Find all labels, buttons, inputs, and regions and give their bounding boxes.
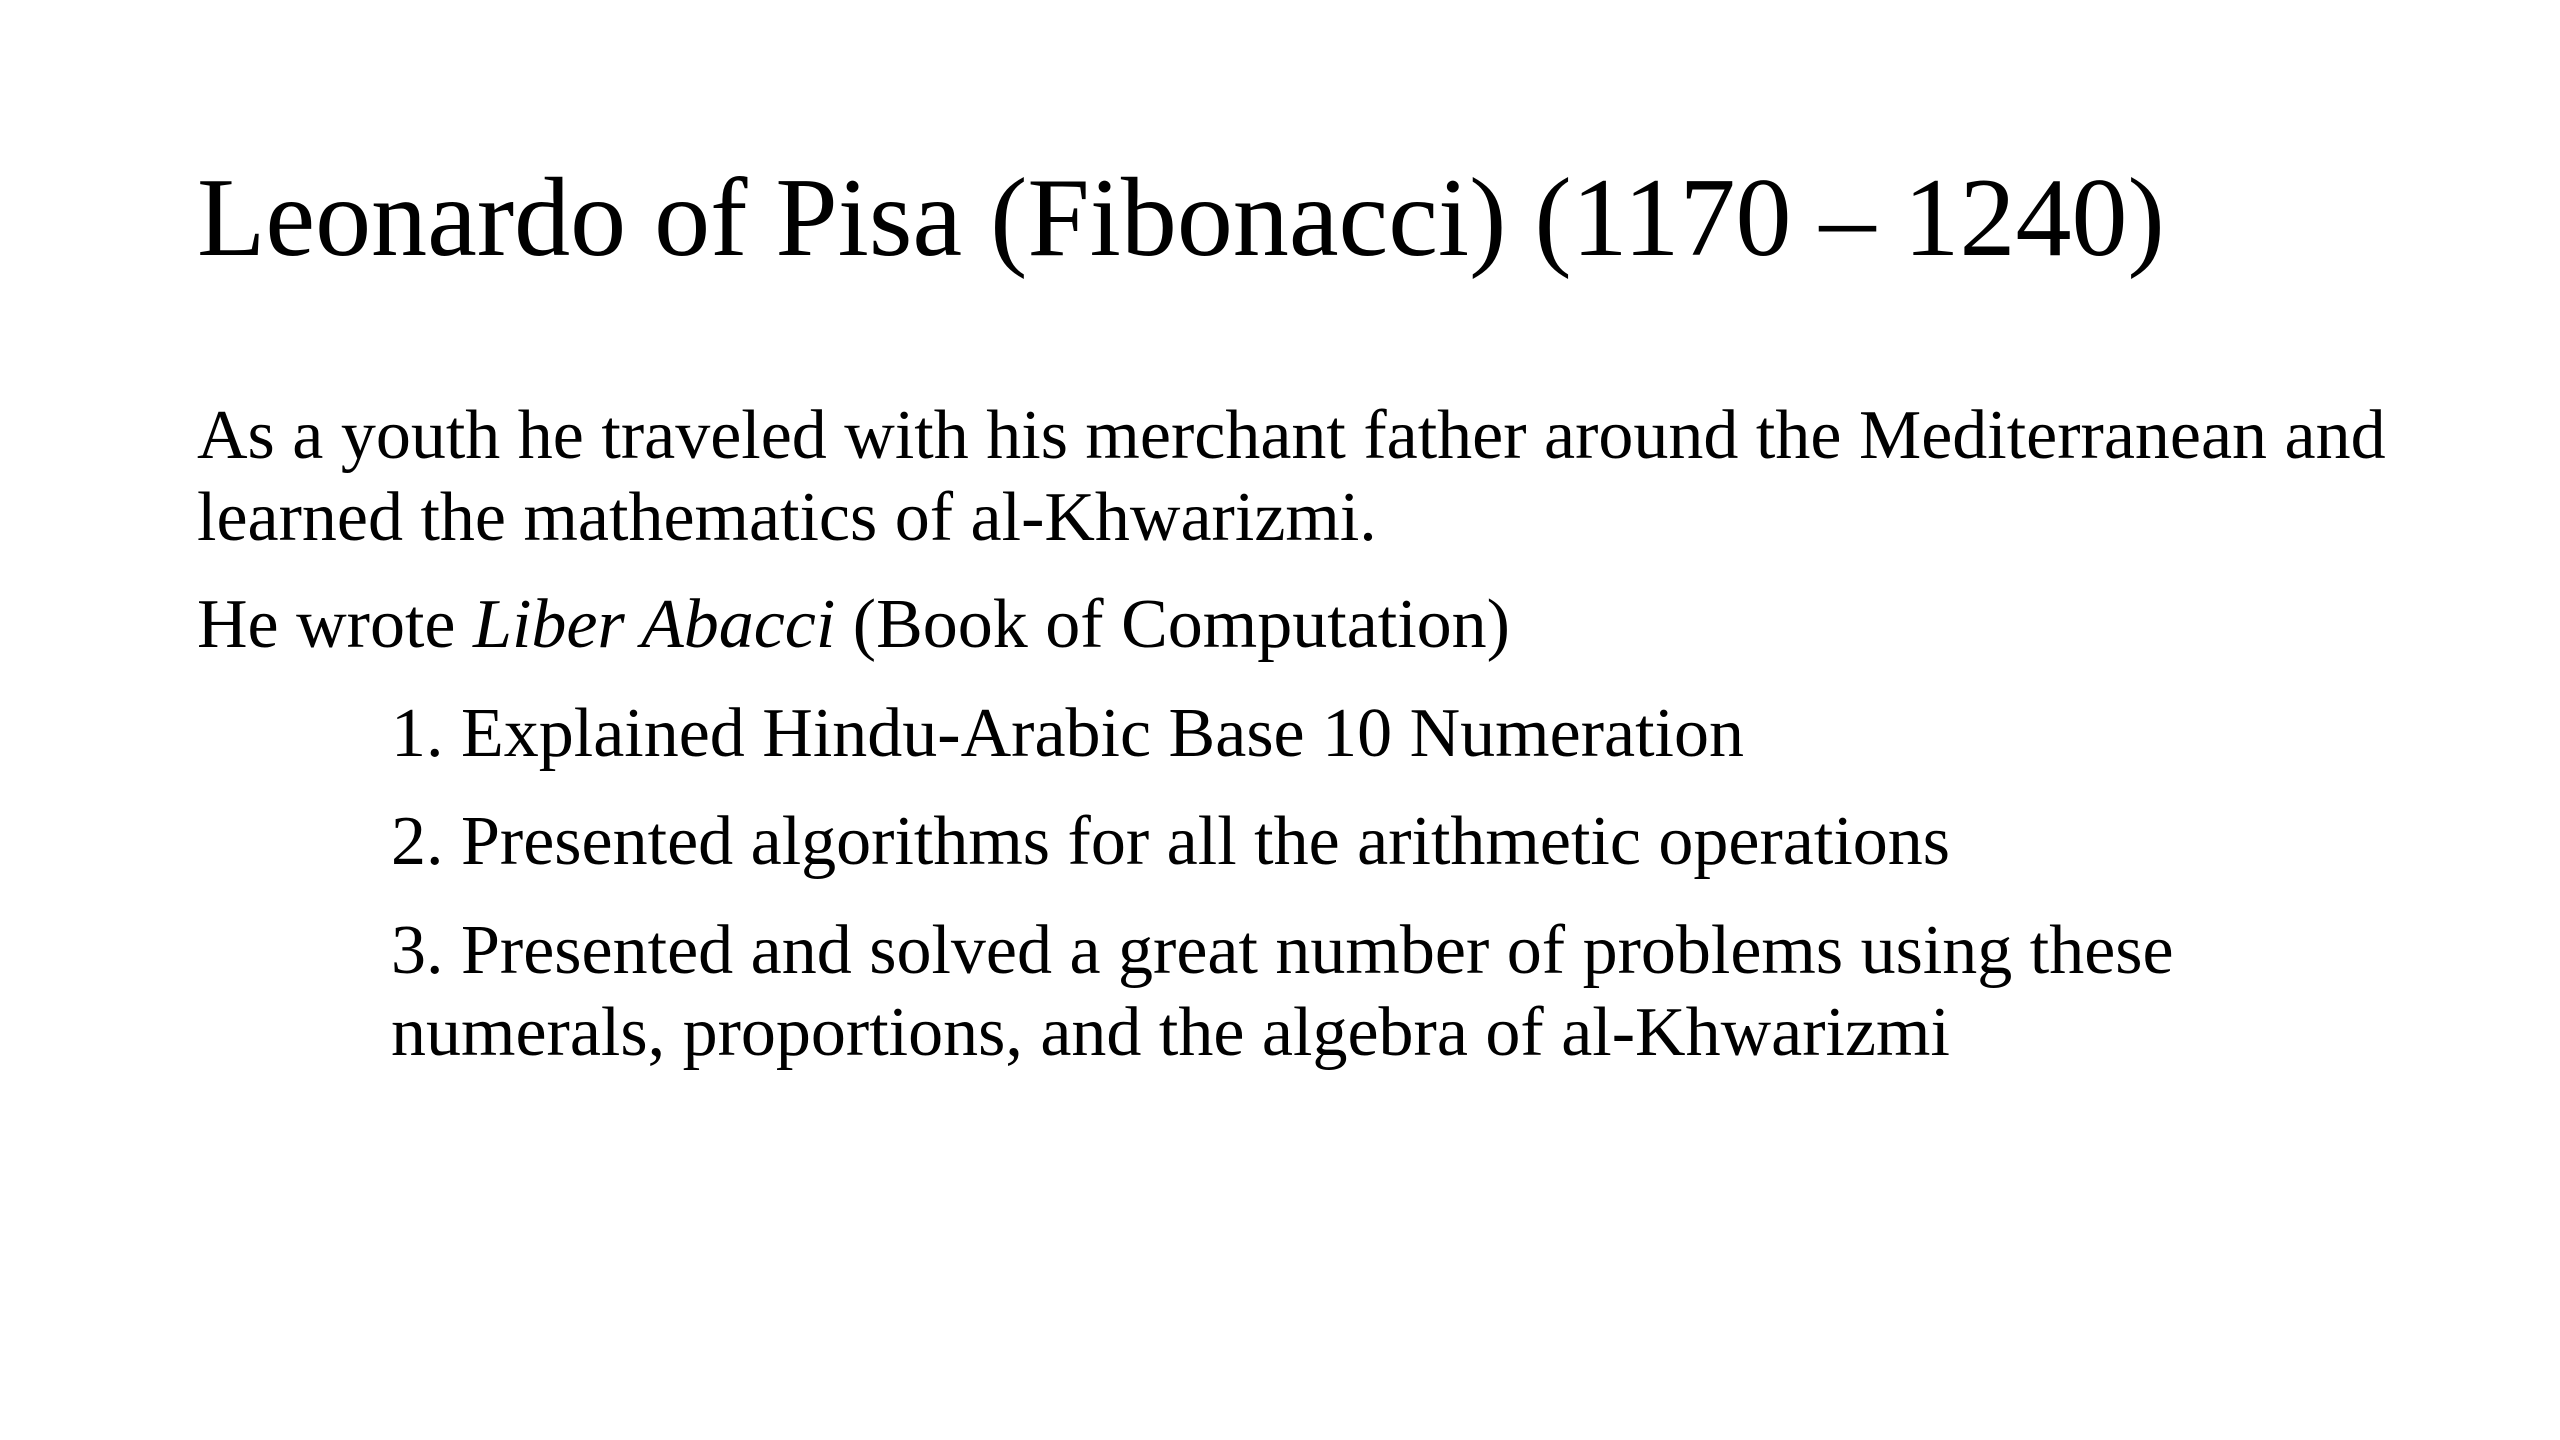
list-item-algorithms: 2. Presented algorithms for all the arithmetic operations (391, 803, 1951, 880)
slide-title: Leonardo of Pisa (Fibonacci) (1170 – 1240) (197, 156, 2165, 280)
paragraph-liber-abacci (197, 584, 2447, 666)
paragraph-suffix: (Book of Computation) (835, 586, 1510, 663)
book-title: Liber Abacci (473, 586, 836, 663)
list-item-problems: 3. Presented and solved a great number of problems using these numerals, proportions, and the algebra of al-Khwarizmi (391, 912, 2174, 1071)
list-item-numeration: 1. Explained Hindu-Arabic Base 10 Numeration (391, 695, 1744, 772)
paragraph-prefix: He wrote (197, 586, 474, 663)
paragraph-youth-travels: As a youth he traveled with his merchant father around the Mediterranean and learned the mathematics of al-Khwarizmi. (197, 397, 2386, 556)
